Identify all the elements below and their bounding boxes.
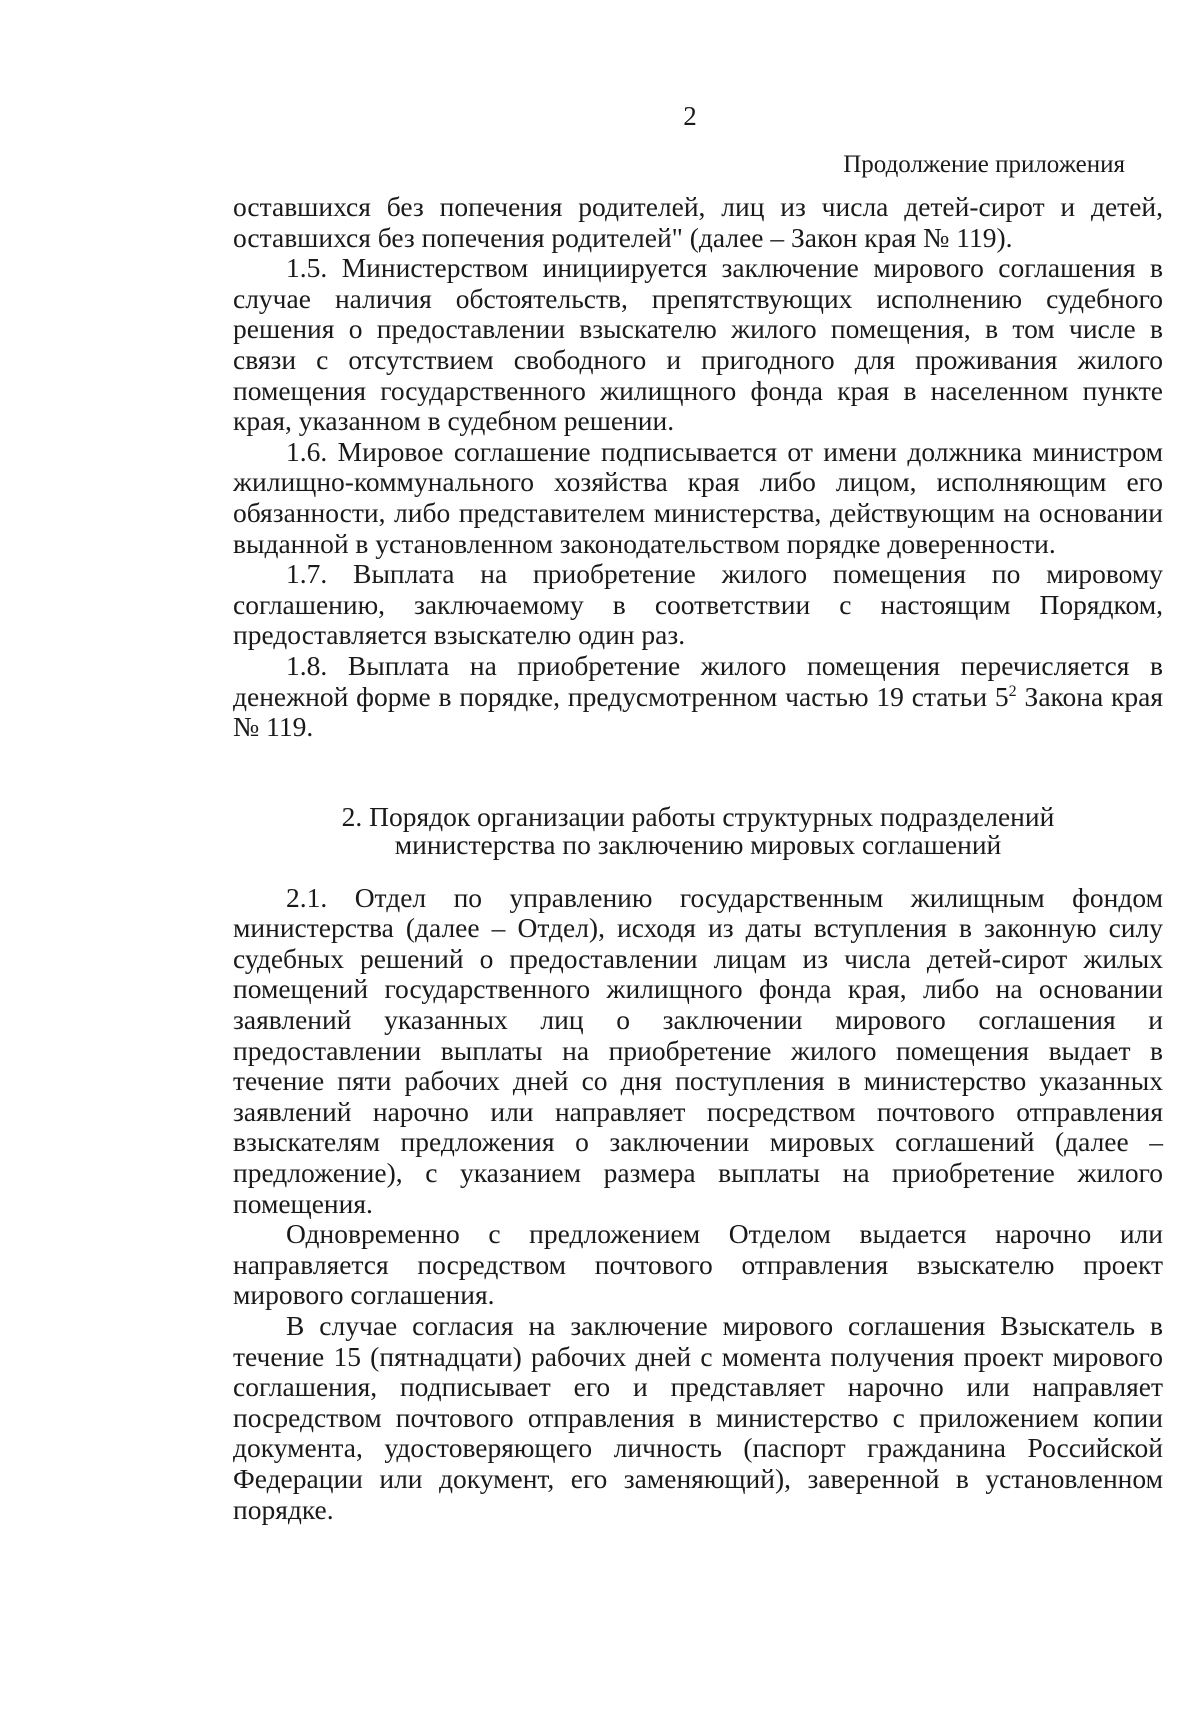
paragraph-1-8-tail: Закона края № 119. xyxy=(233,680,1163,743)
paragraph-1-6: 1.6. Мировое соглашение подписывается от имени должника министром жилищно-коммунального хозяйства края либо лицом, исполняющим его обязанности, либо представителем министерства, действующим на основании выданной в установленном законодательством порядке доверенности. xyxy=(233,435,1163,559)
paragraph-1-8 xyxy=(233,651,1163,743)
paragraph-continuation: оставшихся без попечения родителей, лиц из числа детей-сирот и детей, оставшихся без попечения родителей" (далее – Закон края № 119). xyxy=(233,191,1163,253)
section-2-heading xyxy=(233,800,1163,860)
paragraph-2-1: 2.1. Отдел по управлению государственным жилищным фондом министерства (далее – Отдел), исходя из даты вступления в законную силу судебных решений о предоставлении лицам из числа детей-сирот жилых помещений государственного жилищного фонда края, либо на основании заявлений указанных лиц о заключении мирового соглашения и предоставлении выплаты на приобретение жилого помещения выдает в течение пяти рабочих дней со дня поступления в министерство указанных заявлений нарочно или направляет посредством почтового отправления взыскателям предложения о заключении мировых соглашений (далее – предложение), с указанием размера выплаты на приобретение жилого помещения. xyxy=(233,881,1163,1219)
paragraph-2-1-third: В случае согласия на заключение мирового соглашения Взыскатель в течение 15 (пятнадцати) рабочих дней с момента получения проект мирового соглашения, подписывает его и представляет нарочно или направляет посредством почтового отправления в министерство с приложением копии документа, удостоверяющего личность (паспорт гражданина Российской Федерации или документ, его заменяющий), заверенной в установленном порядке. xyxy=(233,1310,1163,1525)
paragraph-1-8-superscript: 2 xyxy=(1008,682,1017,700)
continuation-label: Продолжение приложения xyxy=(843,151,1125,178)
paragraph-1-7: 1.7. Выплата на приобретение жилого помещения по мировому соглашению, заключаемому в соответствии с настоящим Порядком, предоставляется взыскателю один раз. xyxy=(233,558,1163,651)
section-2-heading-line-2: министерства по заключению мировых соглашений xyxy=(394,828,1002,860)
section-2-heading-line-1: 2. Порядок организации работы структурных подразделений xyxy=(341,800,1055,832)
document-body xyxy=(233,192,1163,1525)
paragraph-1-5: 1.5. Министерством инициируется заключение мирового соглашения в случае наличия обстоятельств, препятствующих исполнению судебного решения о предоставлении взыскателю жилого помещения, в том числе в связи с отсутствием свободного и пригодного для проживания жилого помещения государственного жилищного фонда края в населенном пункте края, указанном в судебном решении. xyxy=(233,252,1163,437)
paragraph-2-1-second: Одновременно с предложением Отделом выдается нарочно или направляется посредством почтового отправления взыскателю проект мирового соглашения. xyxy=(233,1218,1163,1311)
page-number: 2 xyxy=(683,101,697,131)
paragraph-1-8-text: 1.8. Выплата на приобретение жилого помещения перечисляется в денежной форме в порядке, предусмотренном частью 19 статьи 5 xyxy=(233,649,1163,712)
